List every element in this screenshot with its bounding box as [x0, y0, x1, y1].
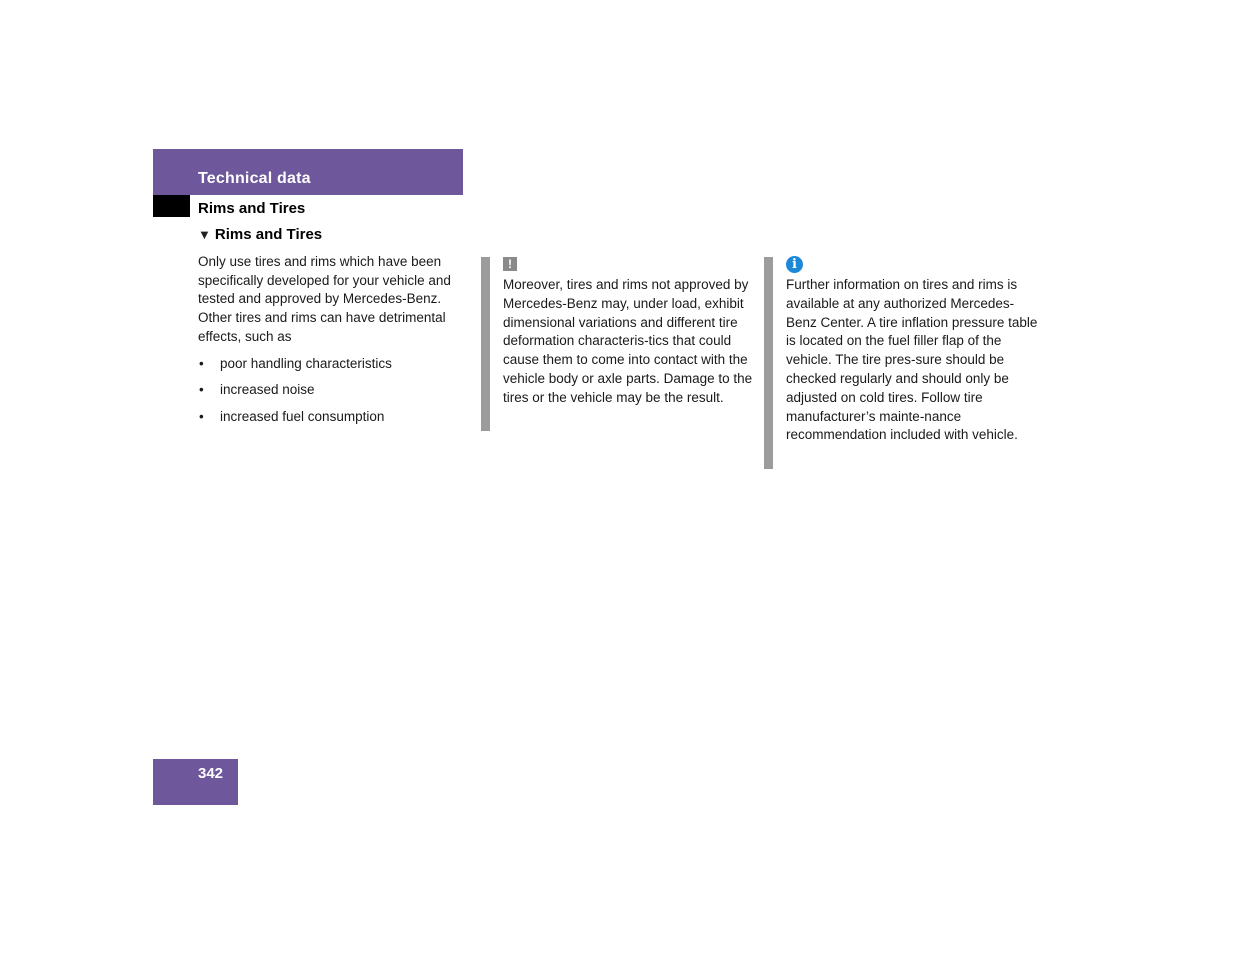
list-item-label: increased fuel consumption — [220, 408, 385, 424]
section-title: Rims and Tires — [198, 200, 306, 217]
section-marker — [153, 195, 190, 217]
intro-paragraph: Only use tires and rims which have been specifically developed for your vehicle and tested and approved by Mercedes-Benz. Other tires and rims can have detrimental effects, such as — [198, 254, 451, 344]
list-item — [198, 381, 466, 400]
page-number-tab — [153, 759, 238, 805]
chapter-header — [153, 149, 463, 195]
warning-icon: ! — [503, 257, 517, 271]
bullet-icon: • — [199, 382, 204, 398]
info-note — [764, 257, 1038, 469]
list-item-label: increased noise — [220, 382, 315, 398]
effects-list — [198, 355, 466, 427]
page-number: 342 — [198, 765, 224, 782]
bullet-icon: • — [199, 355, 204, 371]
chapter-title: Technical data — [198, 170, 311, 187]
subheading — [198, 226, 322, 243]
bullet-icon: • — [199, 408, 204, 424]
info-icon: i — [786, 256, 803, 273]
main-text-column — [198, 253, 466, 435]
info-text: Further information on tires and rims is available at any authorized Mercedes-Benz Center. A tire inflation pressure table is located on the fuel filler flap of the vehicle. The tire pres-sure should be checked regularly and should only be adjusted on cold tires. Follow tire manufacturer’s mainte-nance recommendation included with vehicle. — [786, 277, 1038, 443]
warning-text: Moreover, tires and rims not approved by Mercedes-Benz may, under load, exhibit dimensional variations and different tire deformation characteris-tics that could cause them to come into contact with the vehicle body or axle parts. Damage to the tires or the vehicle may be the result. — [503, 277, 753, 405]
list-item — [198, 408, 466, 427]
list-item-label: poor handling characteristics — [220, 355, 392, 371]
list-item — [198, 355, 466, 374]
triangle-down-icon: ▼ — [198, 227, 211, 242]
subheading-label: Rims and Tires — [214, 226, 323, 243]
warning-note — [481, 257, 755, 431]
